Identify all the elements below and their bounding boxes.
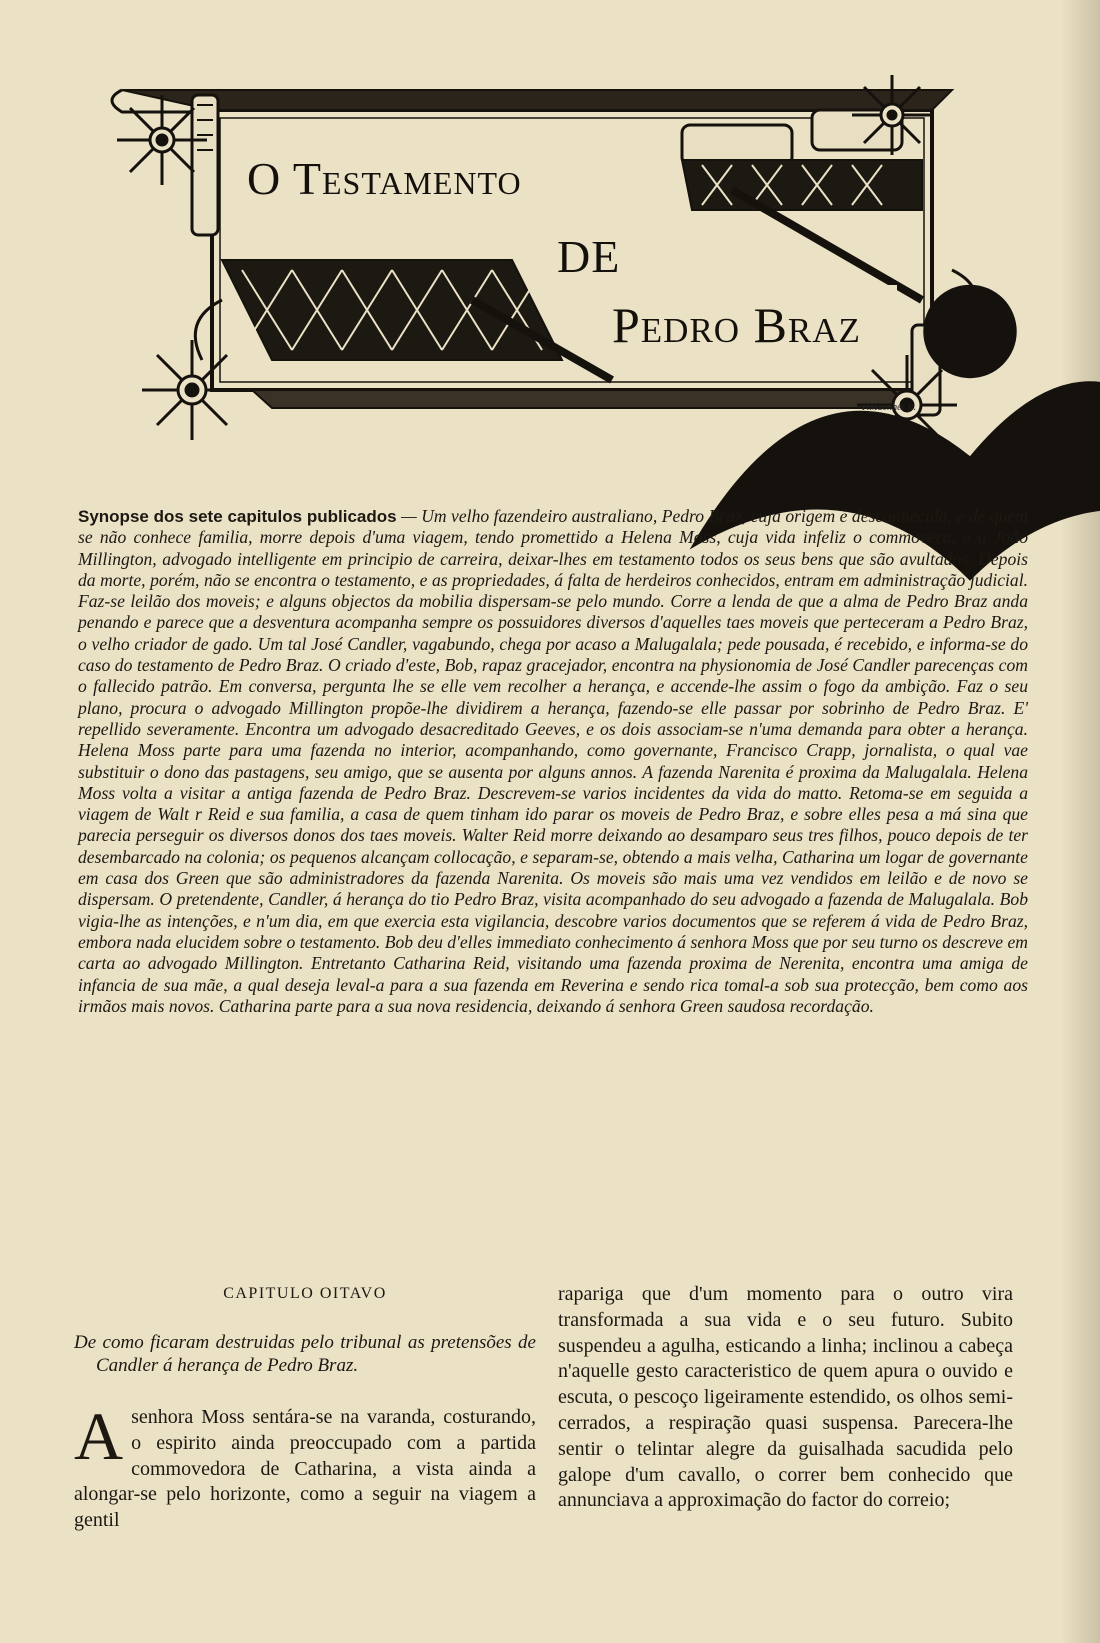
chapter-opening-paragraph <box>74 1398 536 1534</box>
drop-cap-letter: A <box>74 1398 124 1474</box>
chapter-subtitle: De como ficaram destruidas pelo tribunal as pretensões de Candler á herança de Pedro Braz. <box>74 1332 536 1376</box>
synopsis-dash: — <box>396 506 422 526</box>
decorative-title-banner <box>92 70 1012 475</box>
left-column <box>74 1285 536 1534</box>
chapter-heading: CAPITULO OITAVO <box>223 1285 387 1302</box>
title-line-2: DE <box>557 231 621 282</box>
title-line-1: O Testamento <box>247 153 522 204</box>
title-line-3: Pedro Braz <box>612 297 861 353</box>
right-column-text: rapariga que d'um momento para o outro vira transformada a sua vida e o seu futuro. Subito suspendeu a agulha, esticando a linha; inclinou a cabeça n'aquelle gesto caracteristico de quem apura o ouvido e escuta, o pescoço ligeiramente estendido, os olhos semi-cerrados, a respiração quasi suspensa. Parecera-lhe sentir o telintar alegre da guisalhada sacudida pelo galope d'um cavallo, o correr bem conhecido que annunciava a approximação do factor do correio; <box>558 1283 1013 1512</box>
synopsis-text: Um velho fazendeiro australiano, Pedro Braz, cuja origem é desconhecida, e de quem se não conhece familia, morre depois d'uma viagem, tendo promettido a Helena Moss, cuja vida infeliz o commovera, e a João Millington, advogado intelligente em principio de carreira, deixar-lhes em testamento todos os seus bens que são avultados. Depois da morte, porém, não se encontra o testamento, e as propriedades, á falta de herdeiros conhecidos, entram em administração judicial. Faz-se leilão dos moveis; e alguns objectos da mobilia dispersam-se pelo mundo. Corre a lenda de que a alma de Pedro Braz anda penando e parece que a desventura acompanha sempre os possuidores diversos d'aquelles taes moveis que perteceram a Pedro Braz, o velho criador de gado. Um tal José Candler, vagabundo, chega por acaso a Malugalala; pede pousada, é recebido, e informa-se do caso do testamento de Pedro Braz. O criado d'este, Bob, rapaz gracejador, encontra na physionomia de José Candler parecenças com o fallecido patrão. Em conversa, pergunta lhe se elle vem recolher a herança, e accende-lhe assim o fogo da ambição. Faz o seu plano, procura o advogado Millington propõe-lhe dividirem a herança, fazendo-se elle passar por sobrinho de Pedro Braz. E' repellido severamente. Encontra um advogado desacreditado Geeves, e os dois associam-se n'uma demanda para obter a herança. Helena Moss parte para uma fazenda no interior, acompanhando, como governante, Francisco Crapp, jornalista, o qual vae substituir o dono das pastagens, seu amigo, que se ausenta por alguns annos. A fazenda Narenita é proxima da Malugalala. Helena Moss volta a visitar a antiga fazenda de Pedro Braz. Descrevem-se varios incidentes da vida do matto. Retoma-se em seguida a viagem de Walt r Reid e sua familia, a casa de quem tinham ido parar os moveis de Pedro Braz, e sobre elles pesa a má sina que parecia perseguir os diversos donos dos taes moveis. Walter Reid morre deixando ao desamparo seus tres filhos, pouco depois de ter desembarcado na colonia; os pequenos alcançam collocação, e separam-se, obtendo a mais velha, Catharina um logar de governante em casa dos Green que são administradores da fazenda Narenita. Os moveis são mais uma vez vendidos em leilão e de novo se dispersam. O pretendente, Candler, á herança do tio Pedro Braz, visita acompanhado do seu advogado a fazenda de Malugalala. Bob vigia-lhe as intenções, e n'um dia, em que exercia esta vigilancia, descobre varios documentos que se referem á vida de Pedro Braz, embora nada elucidem sobre o testamento. Bob deu d'elles immediato conhecimento á senhora Moss que por seu turno os descreve em carta ao advogado Millington. Entretanto Catharina Reid, visitando uma fazenda proxima de Nerenita, encontra uma amiga de infancia de sua mãe, a qual deseja leval-a para a sua fazenda em Reverina e sendo rica tomal-a sob sua protecção, bem como aos irmãos mais novos. Catharina parte para a sua nova residencia, deixando á senhora Green saudosa recordação. <box>78 506 1028 1016</box>
illustrator-signature: P.Macnher jr. <box>862 402 916 413</box>
synopsis-lead: Synopse dos sete capitulos publicados <box>78 507 397 526</box>
synopsis-paragraph <box>78 506 1028 1017</box>
right-column <box>558 1282 1013 1514</box>
left-column-text: senhora Moss sentára-se na varanda, costurando, o espirito ainda preoccupado com a partida commovedora de Catharina, a vista ainda a alongar-se pelo horizonte, como a seguir na viagem a gentil <box>74 1406 536 1532</box>
